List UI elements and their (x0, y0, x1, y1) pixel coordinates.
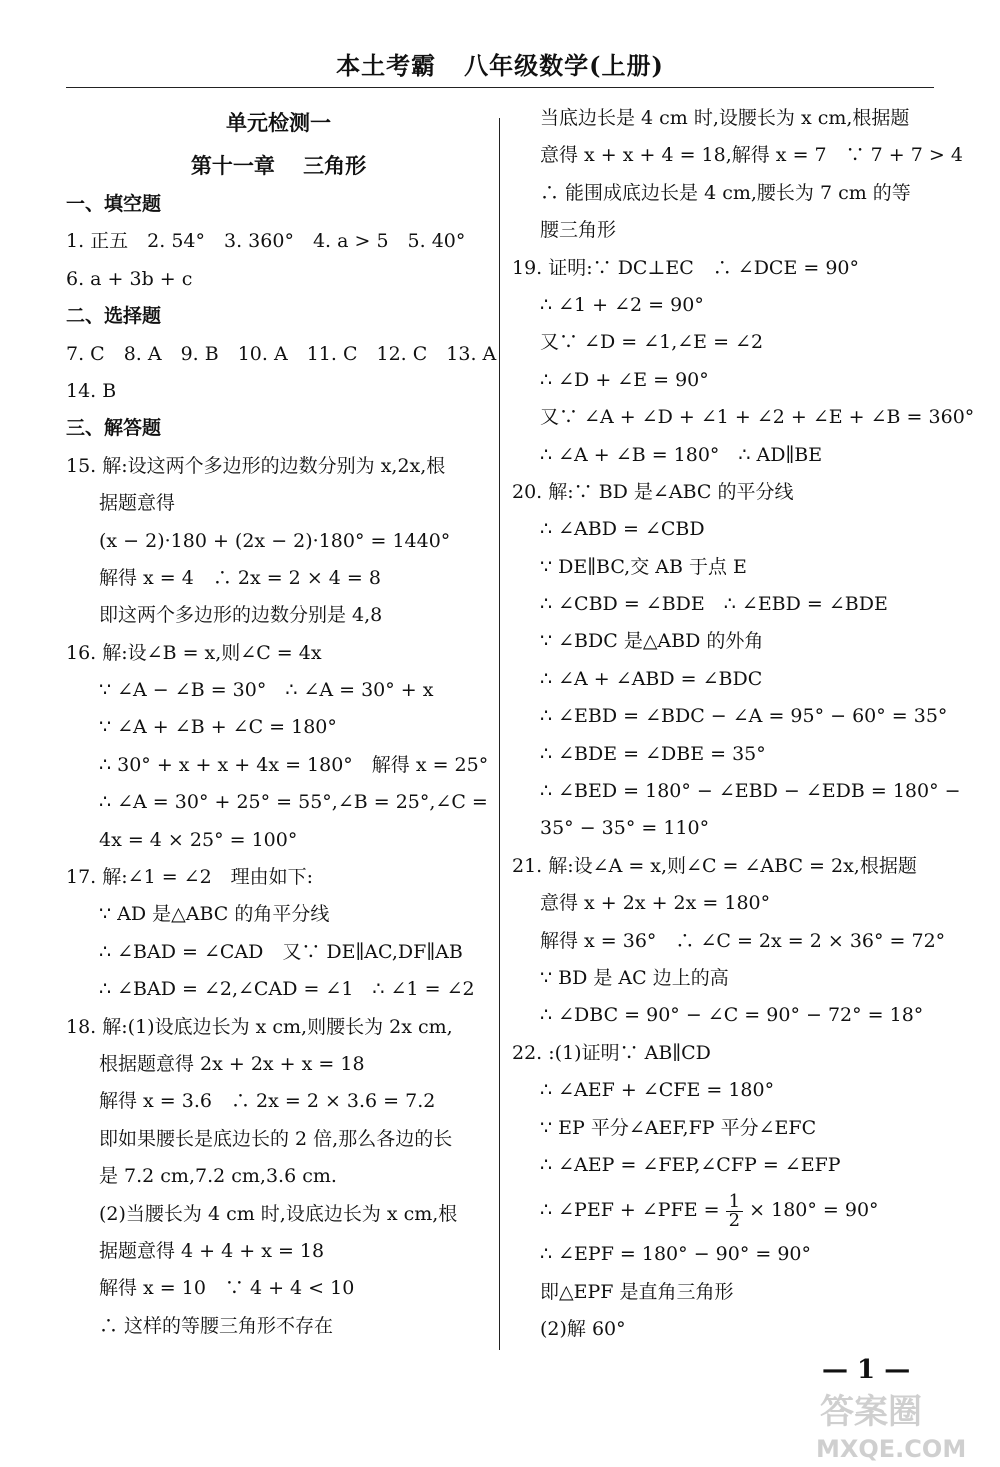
section-fill-blank: 一、填空题 (66, 193, 162, 215)
watermark-url: MXQE.COM (816, 1435, 967, 1463)
answer-line: 解得 x = 10 ∵ 4 + 4 < 10 (99, 1277, 355, 1300)
answer-line: 17. 解:∠1 = ∠2 理由如下: (66, 866, 314, 889)
answer-line: ∴ ∠BAD = ∠2,∠CAD = ∠1 ∴ ∠1 = ∠2 (99, 978, 475, 1001)
running-header (0, 46, 1000, 81)
answer-line: ∵ DE∥BC,交 AB 于点 E (540, 555, 747, 578)
answer-line: ∴ 能围成底边长是 4 cm,腰长为 7 cm 的等 (540, 181, 911, 204)
answer-line: 据题意得 (99, 492, 176, 515)
answer-line: ∴ ∠EPF = 180° − 90° = 90° (540, 1243, 812, 1266)
answer-line: 1. 正五 2. 54° 3. 360° 4. a > 5 5. 40° (66, 230, 466, 253)
answer-line: (x − 2)·180 + (2x − 2)·180° = 1440° (99, 529, 451, 552)
answer-line: 据题意得 4 + 4 + x = 18 (99, 1239, 325, 1262)
answer-line: ∵ ∠BDC 是△ABD 的外角 (540, 630, 764, 653)
answer-line: ∴ ∠D + ∠E = 90° (540, 368, 709, 391)
watermark-text: 答案圈 (820, 1392, 922, 1432)
answer-line: 19. 证明:∵ DC⊥EC ∴ ∠DCE = 90° (512, 256, 860, 279)
answer-line: ∴ ∠A + ∠ABD = ∠BDC (540, 667, 763, 690)
answer-line: 即这两个多边形的边数分别是 4,8 (99, 604, 383, 627)
answer-line: 又∵ ∠A + ∠D + ∠1 + ∠2 + ∠E + ∠B = 360° (540, 406, 975, 429)
answer-line: ∴ 这样的等腰三角形不存在 (99, 1314, 334, 1337)
answer-line: (2)解 60° (540, 1318, 626, 1341)
answer-line: 解得 x = 36° ∴ ∠C = 2x = 2 × 36° = 72° (540, 929, 946, 952)
answer-line: 4x = 4 × 25° = 100° (99, 828, 298, 851)
answer-line: 腰三角形 (540, 219, 617, 242)
answer-line: 即△EPF 是直角三角形 (540, 1280, 734, 1303)
answer-line: ∴ ∠AEP = ∠FEP,∠CFP = ∠EFP (540, 1153, 841, 1176)
header-rule (66, 87, 934, 88)
answer-line: 15. 解:设这两个多边形的边数分别为 x,2x,根 (66, 454, 446, 477)
answer-line: 35° − 35° = 110° (540, 817, 710, 840)
section-multiple-choice: 二、选择题 (66, 305, 162, 328)
answer-line: 当底边长是 4 cm 时,设腰长为 x cm,根据题 (540, 107, 910, 129)
answer-line: 是 7.2 cm,7.2 cm,3.6 cm. (99, 1165, 337, 1188)
answer-line: 解得 x = 4 ∴ 2x = 2 × 4 = 8 (99, 566, 381, 589)
answer-line: ∴ ∠A + ∠B = 180° ∴ AD∥BE (540, 443, 823, 466)
answer-line: ∴ ∠A = 30° + 25° = 55°,∠B = 25°,∠C = (99, 791, 488, 814)
answer-line: 20. 解:∵ BD 是∠ABC 的平分线 (512, 480, 794, 503)
answer-line: (2)当腰长为 4 cm 时,设底边长为 x cm,根 (99, 1202, 458, 1225)
answer-line: 根据题意得 2x + 2x + x = 18 (99, 1052, 365, 1075)
answer-line: 6. a + 3b + c (66, 267, 193, 290)
answer-line: 又∵ ∠D = ∠1,∠E = ∠2 (540, 331, 764, 354)
answer-line: 18. 解:(1)设底边长为 x cm,则腰长为 2x cm, (66, 1015, 453, 1038)
answer-line: 16. 解:设∠B = x,则∠C = 4x (66, 641, 322, 664)
fraction-prefix: ∴ ∠PEF + ∠PFE = (540, 1199, 720, 1222)
answer-line: ∴ 30° + x + x + 4x = 180° 解得 x = 25° (99, 753, 489, 776)
answer-line: ∴ ∠CBD = ∠BDE ∴ ∠EBD = ∠BDE (540, 593, 888, 616)
answer-line-fraction (512, 1184, 937, 1236)
subject-title: 八年级数学(上册) (464, 51, 664, 80)
fraction-suffix: × 180° = 90° (749, 1199, 879, 1222)
answer-line: ∴ ∠BAD = ∠CAD 又∵ DE∥AC,DF∥AB (99, 940, 463, 963)
answer-line: ∵ ∠A − ∠B = 30° ∴ ∠A = 30° + x (99, 679, 434, 702)
column-divider (499, 118, 500, 1350)
unit-title: 单元检测一 (226, 110, 331, 135)
answer-line: 解得 x = 3.6 ∴ 2x = 2 × 3.6 = 7.2 (99, 1090, 436, 1113)
page-number: — 1 — (822, 1355, 911, 1385)
answer-line: ∴ ∠AEF + ∠CFE = 180° (540, 1079, 775, 1102)
chapter-title: 第十一章 三角形 (190, 153, 367, 178)
answer-line: 意得 x + 2x + 2x = 180° (540, 892, 771, 915)
answer-line: ∴ ∠EBD = ∠BDC − ∠A = 95° − 60° = 35° (540, 705, 948, 728)
fraction-denominator: 2 (728, 1209, 741, 1231)
answer-line: ∵ AD 是△ABC 的角平分线 (99, 903, 330, 926)
answer-line: 即如果腰长是底边长的 2 倍,那么各边的长 (99, 1127, 453, 1150)
answer-line: ∵ EP 平分∠AEF,FP 平分∠EFC (540, 1116, 817, 1139)
fraction-one-half (726, 1190, 743, 1231)
answer-line: 21. 解:设∠A = x,则∠C = ∠ABC = 2x,根据题 (512, 854, 917, 877)
answer-line: ∴ ∠DBC = 90° − ∠C = 90° − 72° = 18° (540, 1004, 924, 1027)
answer-line: ∵ ∠A + ∠B + ∠C = 180° (99, 716, 337, 739)
fraction-numerator: 1 (726, 1193, 743, 1212)
book-title: 本土考霸 (336, 51, 437, 80)
watermark-logo (810, 1385, 990, 1465)
answer-line: 7. C 8. A 9. B 10. A 11. C 12. C 13. A (66, 342, 497, 365)
answer-line: ∴ ∠BDE = ∠DBE = 35° (540, 742, 766, 765)
answer-line: ∴ ∠BED = 180° − ∠EBD − ∠EDB = 180° − (540, 780, 961, 803)
answer-line: 22. :(1)证明∵ AB∥CD (512, 1041, 711, 1064)
left-column (66, 100, 497, 1345)
section-solutions: 三、解答题 (66, 417, 162, 440)
right-column (512, 100, 975, 1349)
answer-line: ∴ ∠1 + ∠2 = 90° (540, 293, 704, 316)
answer-line: 意得 x + x + 4 = 18,解得 x = 7 ∵ 7 + 7 > 4 (540, 144, 963, 167)
answer-line: ∵ BD 是 AC 边上的高 (540, 966, 729, 989)
answer-line: ∴ ∠ABD = ∠CBD (540, 518, 705, 541)
answer-line: 14. B (66, 379, 117, 402)
